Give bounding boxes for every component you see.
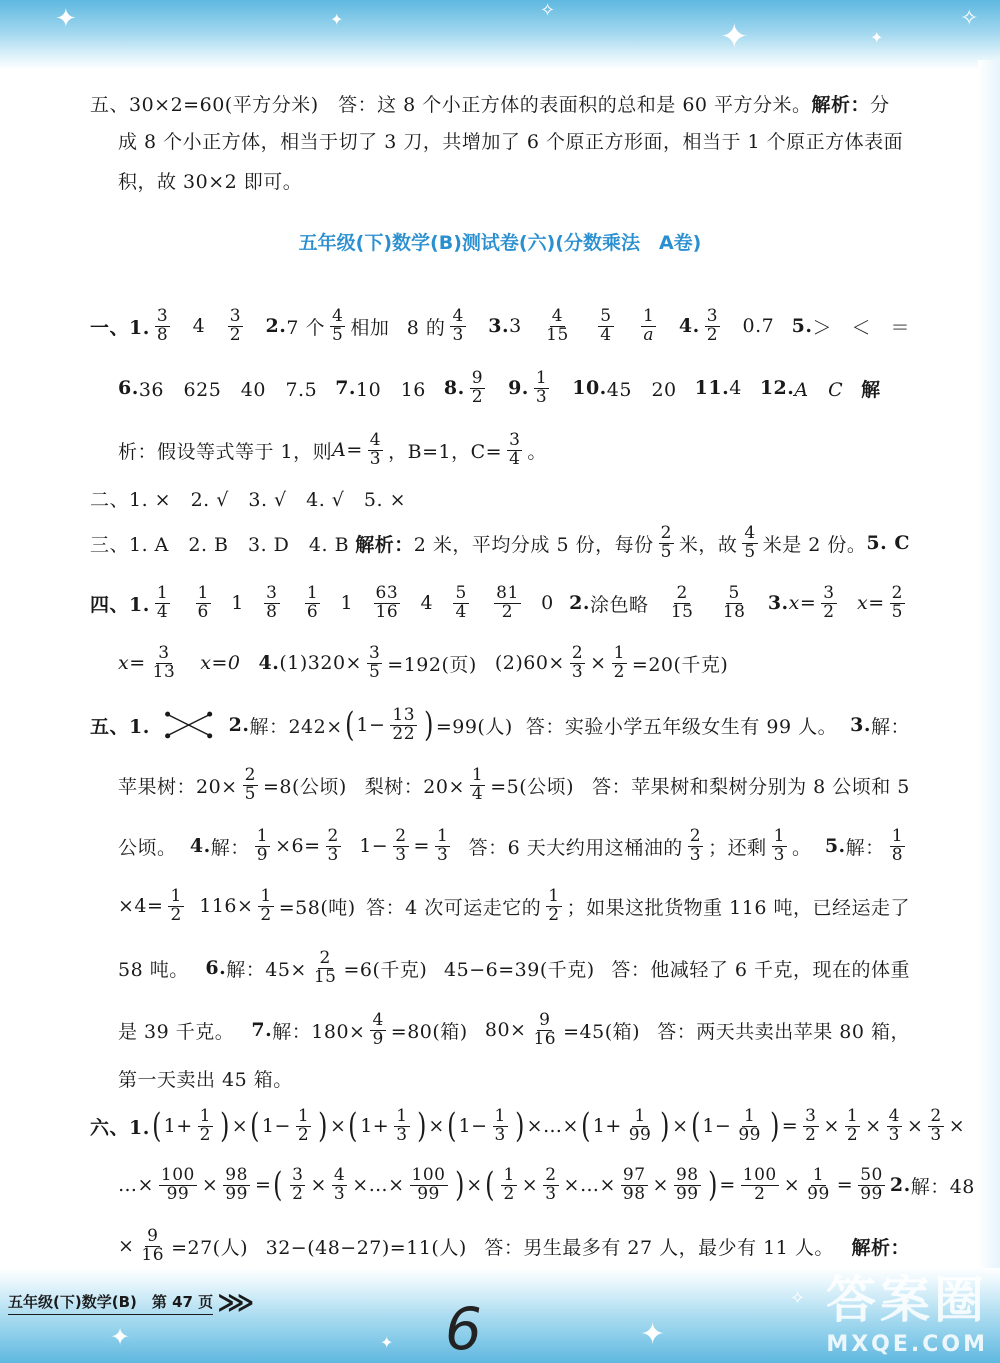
answer-text: 五、30×2=60(平方分米) 答：这 8 个小正方体的表面积的总和是 60 平方分米。 (90, 94, 812, 116)
fraction: $\frac{1}{3}$ (396, 1106, 408, 1145)
sparkle-icon: ✦ (55, 4, 77, 34)
fraction: $\frac{2}{3}$ (930, 1106, 942, 1145)
answer-line-5b: 苹果树：20× $\frac{2}{5}$ =8(公顷) 梨树：20× $\frac{1}{4}$ =5(公顷) 答：苹果树和梨树分别为 8 公顷和 5 (118, 765, 910, 804)
answer-line-1c: 析：假设等式等于 1，则 A= $\frac{4}{3}$ ，B=1，C= $\frac{3}{4}$ 。 (118, 430, 547, 469)
fraction: $\frac{4}{3}$ (333, 1165, 346, 1204)
fraction: $\frac{1}{99}$ (807, 1165, 830, 1204)
question-number: 7. (251, 1019, 273, 1042)
fraction: $\frac{1}{3}$ (436, 826, 449, 865)
fraction: $\frac{1}{2}$ (548, 886, 560, 925)
sparkle-icon: ✧ (960, 6, 979, 31)
fraction: $\frac{4}{15}$ (546, 306, 569, 345)
question-number: 四、1. (90, 593, 150, 616)
fraction: $\frac{5}{4}$ (455, 583, 467, 622)
fraction: $\frac{3}{2}$ (823, 583, 835, 622)
question-number: 一、1. (90, 316, 150, 339)
fraction: $\frac{2}{3}$ (327, 826, 339, 865)
answer-text: 积，故 30×2 即可。 (118, 171, 303, 193)
fraction: $\frac{1}{99}$ (628, 1106, 652, 1145)
analysis-label: 解析： (851, 1236, 910, 1259)
answer-line-5: 五、1. 2. 解：242× ( 1− $\frac{13}{22}$ ) =99(人) 答：实验小学五年级女生有 99 人。 3. 解： (90, 704, 910, 745)
sparkle-icon: ✦ (330, 10, 344, 29)
fraction: $\frac{2}{5}$ (660, 523, 672, 562)
arrows-icon: ⋙ (217, 1288, 255, 1318)
fraction: $\frac{3}{8}$ (156, 306, 169, 345)
fraction: $\frac{4}{5}$ (331, 306, 344, 345)
question-number: 6. (205, 957, 227, 980)
sparkle-icon: ✧ (790, 1288, 806, 1309)
answer-line (118, 127, 910, 154)
section-title: 五年级(下)数学(B)测试卷(六)(分数乘法 A卷) (298, 232, 702, 254)
fraction: $\frac{1}{2}$ (199, 1106, 211, 1145)
answer-line-2: 二、1. × 2. √ 3. √ 4. √ 5. × (90, 489, 406, 511)
fraction: $\frac{1}{a}$ (643, 306, 655, 345)
fraction: $\frac{1}{2}$ (846, 1106, 859, 1145)
sparkle-icon: ✦ (870, 28, 884, 47)
answer-line-6c: × $\frac{9}{16}$ =27(人) 32−(48−27)=11(人) 答：男生最多有 27 人，最少有 11 人。 解析： (118, 1226, 910, 1265)
answer-line-1b: 6. 36 625 40 7.5 7. 10 16 8. $\frac{9}{2}$ 9. $\frac{1}{3}$ 10. 45 20 11. 4 12. A C 解 (118, 368, 881, 407)
analysis-label: 解析： (355, 533, 414, 556)
fraction: $\frac{2}{15}$ (670, 583, 694, 622)
fraction: $\frac{50}{99}$ (860, 1165, 883, 1204)
fraction: $\frac{2}{3}$ (689, 826, 702, 865)
fraction: $\frac{1}{6}$ (197, 583, 209, 622)
fraction: $\frac{98}{99}$ (225, 1165, 248, 1204)
question-number: 六、1. (90, 1116, 150, 1139)
answer-line-4: 四、1. $\frac{1}{4}$ $\frac{1}{6}$ 1 $\frac{3}{8}$ $\frac{1}{6}$ 1 $\frac{63}{16}$ 4 $\frac{5}{4}$ $\frac{81}{2}$ 0 2. 涂色略 $\frac{2}{15}$ $\frac{5}{18}$ 3. x= $\frac{3}{2}$ x= $\frac{2}{5}$ (90, 583, 903, 622)
question-number: 2. (228, 714, 250, 736)
fraction: $\frac{100}{99}$ (411, 1165, 446, 1204)
sparkle-icon: ✦ (640, 1317, 666, 1352)
watermark (826, 1260, 988, 1357)
fraction: $\frac{98}{99}$ (675, 1165, 699, 1204)
fraction: $\frac{2}{3}$ (545, 1165, 557, 1204)
fraction: $\frac{3}{8}$ (266, 583, 278, 622)
footer-label: 五年级(下)数学(B) 第 47 页 (8, 1291, 213, 1315)
matching-lines-diagram (164, 705, 215, 745)
answer-line-5c: 公顷。 4. 解： $\frac{1}{9}$ ×6= $\frac{2}{3}$ 1− $\frac{2}{3}$ = $\frac{1}{3}$ 答：6 天大约用这桶油的 $\frac{2}{3}$ ；还剩 $\frac{1}{3}$ 。 5. 解： $\frac{1}{8}$ (118, 826, 904, 865)
fraction: $\frac{63}{16}$ (375, 583, 399, 622)
question-number: 5. (824, 835, 846, 858)
fraction: $\frac{1}{8}$ (891, 826, 904, 865)
question-number: 3. (767, 592, 789, 615)
analysis-label: 解 (861, 378, 881, 401)
fraction: $\frac{2}{3}$ (395, 826, 407, 865)
question-number: 五、1. (90, 715, 150, 738)
fraction: $\frac{3}{4}$ (509, 430, 521, 469)
answer-line-6b: … × $\frac{100}{99}$ × $\frac{98}{99}$ = ( $\frac{3}{2}$ × $\frac{4}{3}$ × … × $\frac{100}{99}$ ) × ( $\frac{1}{2}$ × $\frac{2}{3}$ × … × $\frac{97}{98}$ × $\frac{98}{99}$ ) = $\frac{100}{2}$ × $\frac{1}{99}$ = $\frac{50}{99}$ 2. 解：48 (118, 1165, 975, 1206)
fraction: $\frac{5}{18}$ (722, 583, 746, 622)
fraction: $\frac{3}{2}$ (292, 1165, 304, 1204)
watermark-title: 答案圈 (826, 1271, 988, 1329)
fraction: $\frac{100}{99}$ (160, 1165, 195, 1204)
fraction: $\frac{1}{2}$ (503, 1165, 515, 1204)
answer-text: 分 (870, 94, 890, 116)
question-number: 2. (265, 315, 287, 338)
fraction: $\frac{1}{2}$ (170, 886, 182, 925)
question-number: 4. (189, 835, 211, 858)
sparkle-icon: ✦ (380, 1333, 394, 1352)
question-number: 12. (759, 377, 795, 400)
fraction: $\frac{3}{13}$ (152, 643, 176, 682)
answer-text: 成 8 个小正方体，相当于切了 3 刀，共增加了 6 个原正方形面，相当于 1 个原正方体表面 (118, 131, 904, 153)
fraction: $\frac{97}{98}$ (622, 1165, 646, 1204)
question-number: 5. (791, 315, 813, 338)
fraction: $\frac{3}{5}$ (368, 643, 381, 682)
page-footer (8, 1288, 254, 1318)
answer-line-5g: 第一天卖出 45 箱。 (118, 1069, 293, 1091)
fraction: $\frac{9}{2}$ (471, 368, 484, 407)
question-number: 3. (488, 315, 510, 338)
answer-line (90, 90, 910, 117)
question-number: 11. (694, 377, 730, 400)
top-decorative-band (0, 0, 1000, 70)
question-number: 2. (569, 592, 590, 615)
answer-line-5d: ×4= $\frac{1}{2}$ 116× $\frac{1}{2}$ =58(吨) 答：4 次可运走它的 $\frac{1}{2}$ ；如果这批货物重 116 吨，已经运走了 (118, 886, 910, 925)
answer-line-4b: x= $\frac{3}{13}$ x=0 4. (1)320× $\frac{3}{5}$ =192(页) (2)60× $\frac{2}{3}$ × $\frac{1}{2}$ =20(千克) (118, 643, 729, 682)
fraction: $\frac{2}{5}$ (244, 765, 256, 804)
fraction: $\frac{1}{4}$ (156, 583, 169, 622)
question-number: 4. (678, 315, 700, 338)
fraction: $\frac{1}{4}$ (471, 765, 484, 804)
fraction: $\frac{2}{5}$ (891, 583, 903, 622)
handwritten-number: 6 (445, 1295, 482, 1363)
sparkle-icon: ✧ (540, 0, 556, 21)
fraction: $\frac{1}{3}$ (535, 368, 548, 407)
fraction: $\frac{2}{15}$ (313, 948, 337, 987)
fraction: $\frac{4}{3}$ (369, 430, 382, 469)
fraction: $\frac{1}{2}$ (297, 1106, 310, 1145)
fraction: $\frac{2}{3}$ (571, 643, 584, 682)
analysis-label: 解析： (811, 94, 871, 116)
fraction: $\frac{4}{9}$ (372, 1010, 384, 1049)
fraction: $\frac{4}{3}$ (452, 306, 464, 345)
answer-line-6: 六、1. ( 1 + $\frac{1}{2}$ ) × ( 1 − $\frac{1}{2}$ ) × ( 1 + $\frac{1}{3}$ ) × ( 1 − $\frac{1}{3}$ ) × … × ( 1 + $\frac{1}{99}$ ) × ( 1 − $\frac{1}{99}$ ) = $\frac{3}{2}$ × $\frac{1}{2}$ × $\frac{4}{3}$ × $\frac{2}{3}$ × (90, 1106, 966, 1147)
answer-line-5f: 是 39 千克。 7. 解：180× $\frac{4}{9}$ =80(箱) 80× $\frac{9}{16}$ =45(箱) 答：两天共卖出苹果 80 箱， (118, 1010, 910, 1049)
question-number: 10. (572, 377, 607, 400)
question-number: 6. (118, 377, 139, 400)
fraction: $\frac{9}{16}$ (533, 1010, 557, 1049)
fraction: $\frac{3}{2}$ (805, 1106, 817, 1145)
fraction: $\frac{1}{2}$ (613, 643, 625, 682)
fraction: $\frac{4}{3}$ (888, 1106, 900, 1145)
answer-line-5e: 58 吨。 6. 解：45× $\frac{2}{15}$ =6(千克) 45−6=39(千克) 答：他减轻了 6 千克，现在的体重 (118, 948, 910, 987)
fraction: $\frac{4}{5}$ (744, 523, 756, 562)
fraction: $\frac{1}{99}$ (738, 1106, 761, 1145)
fraction: $\frac{1}{3}$ (494, 1106, 506, 1145)
fraction: $\frac{1}{3}$ (773, 826, 785, 865)
fraction: $\frac{1}{9}$ (256, 826, 269, 865)
question-number: 8. (443, 377, 465, 400)
fraction: $\frac{81}{2}$ (496, 583, 519, 622)
fraction: $\frac{1}{2}$ (260, 886, 272, 925)
answer-line-1: 一、1. $\frac{3}{8}$ 4 $\frac{3}{2}$ 2. 7 个 $\frac{4}{5}$ 相加 8 的 $\frac{4}{3}$ 3. 3 $\frac{4}{15}$ $\frac{5}{4}$ $\frac{1}{a}$ 4. $\frac{3}{2}$ 0.7 5. ＞ ＜ ＝ (90, 306, 911, 345)
fraction: $\frac{9}{16}$ (141, 1226, 165, 1265)
sparkle-icon: ✦ (720, 17, 749, 57)
question-number: 3. (850, 714, 871, 736)
watermark-url: MXQE.COM (826, 1332, 988, 1357)
sparkle-icon: ✦ (110, 1323, 131, 1351)
question-number: 9. (508, 377, 529, 400)
fraction: $\frac{100}{2}$ (742, 1165, 777, 1204)
fraction: $\frac{13}{22}$ (392, 704, 416, 744)
answer-line-3: 三、1. A 2. B 3. D 4. B 解析： 2 米，平均分成 5 份，每份 $\frac{2}{5}$ 米，故 $\frac{4}{5}$ 米是 2 份。 5. C (90, 523, 910, 562)
fraction: $\frac{1}{6}$ (306, 583, 319, 622)
question-number: 2. (889, 1174, 911, 1197)
question-number: 7. (335, 377, 357, 400)
question-number: 4. (258, 652, 280, 675)
fraction: $\frac{3}{2}$ (229, 306, 242, 345)
fraction: $\frac{3}{2}$ (706, 306, 719, 345)
fraction: $\frac{5}{4}$ (600, 306, 612, 345)
answer-line (118, 167, 910, 194)
